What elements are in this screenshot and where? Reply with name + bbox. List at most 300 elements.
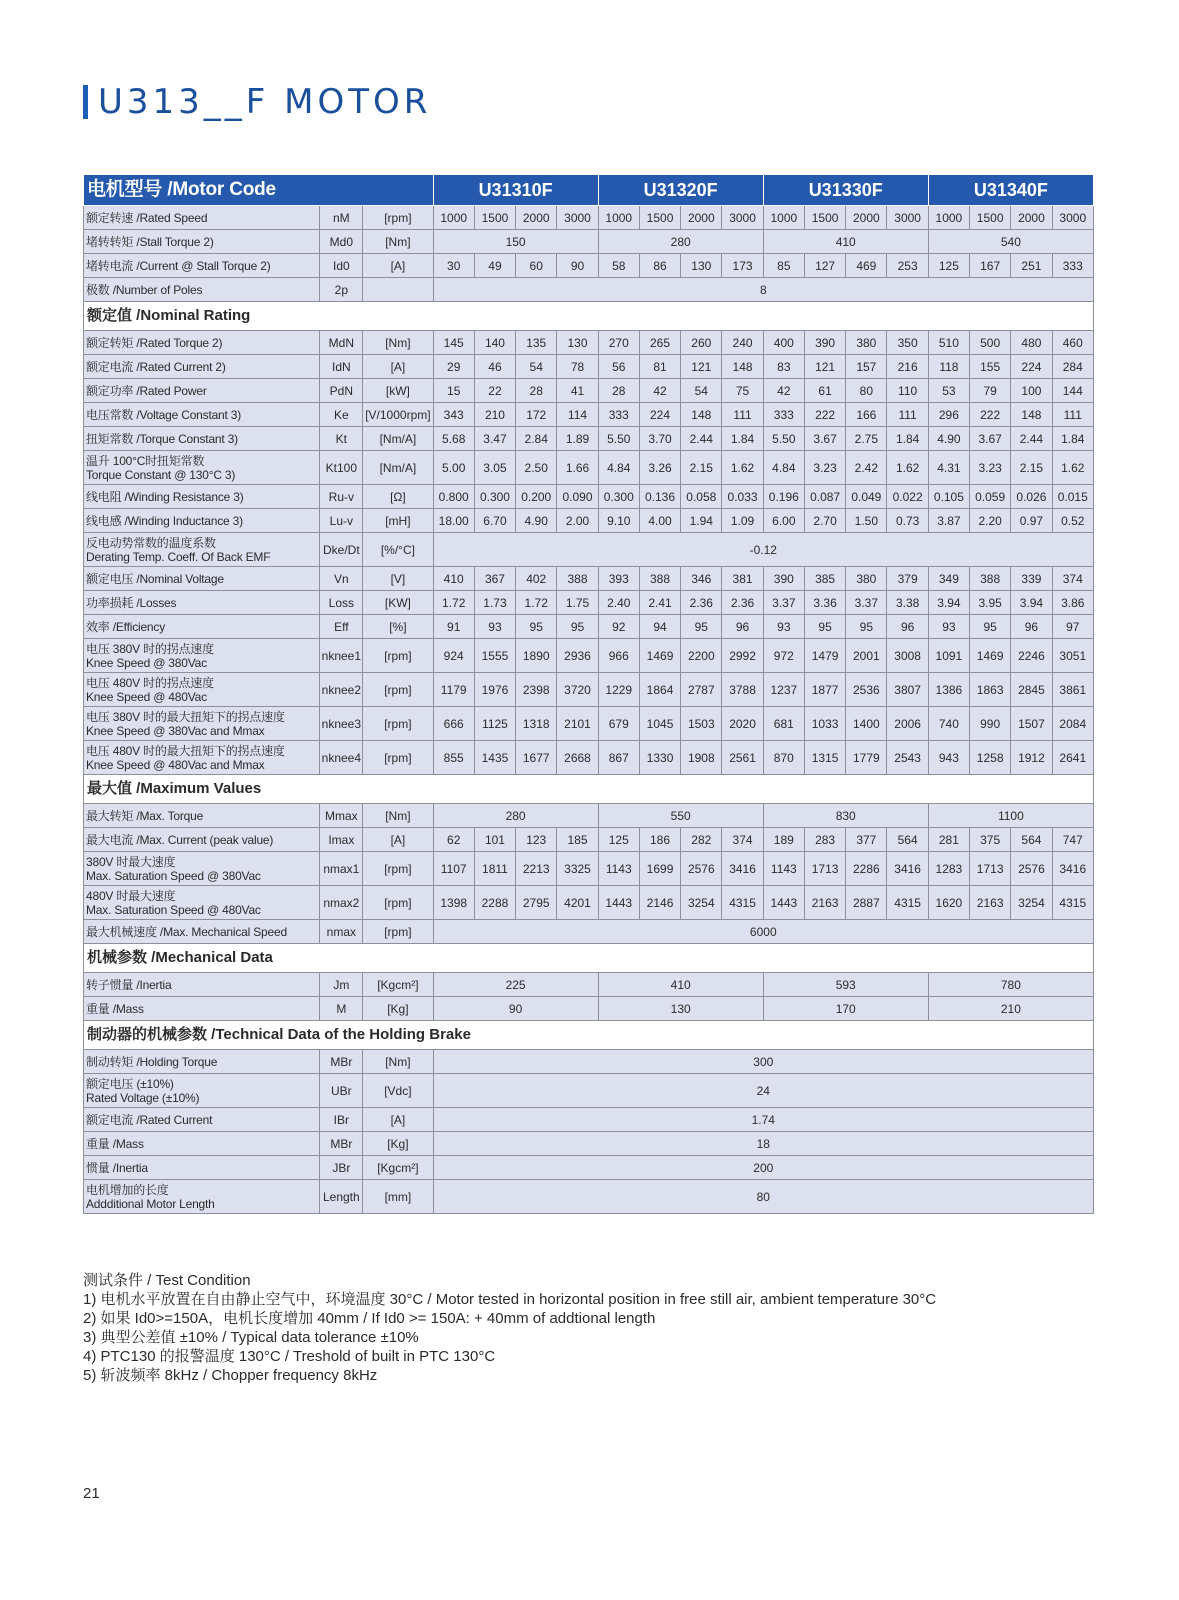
value-cell: 2398 — [516, 673, 557, 707]
value-cell: 460 — [1052, 331, 1093, 355]
value-cell: 2.84 — [516, 427, 557, 451]
param-label — [84, 1156, 320, 1180]
value-cell: 1469 — [639, 639, 680, 673]
param-symbol: Lu-v — [320, 509, 363, 533]
value-cell: 4201 — [557, 886, 598, 920]
param-label — [84, 615, 320, 639]
value-cell: 95 — [557, 615, 598, 639]
value-cell: 3.95 — [970, 591, 1011, 615]
value-cell: 1877 — [804, 673, 845, 707]
param-symbol: Dke/Dt — [320, 533, 363, 567]
value-cell: 2001 — [846, 639, 887, 673]
value-cell: 121 — [681, 355, 722, 379]
model-header: U31320F — [598, 175, 763, 206]
value-cell: 1258 — [970, 741, 1011, 775]
param-label — [84, 886, 320, 920]
value-cell: 123 — [516, 828, 557, 852]
value-cell: 114 — [557, 403, 598, 427]
all-models-value-cell: 18 — [433, 1132, 1093, 1156]
value-cell: 118 — [928, 355, 969, 379]
value-cell: 679 — [598, 707, 639, 741]
value-cell: 1976 — [474, 673, 515, 707]
value-cell: 296 — [928, 403, 969, 427]
param-label-line: Knee Speed @ 380Vac — [86, 655, 207, 670]
all-models-value-cell: 1.74 — [433, 1108, 1093, 1132]
value-cell: 6.00 — [763, 509, 804, 533]
value-cell: 2543 — [887, 741, 928, 775]
value-cell: 3254 — [1011, 886, 1052, 920]
param-label-line: 480V 时最大速度 — [86, 888, 176, 903]
section-row — [84, 302, 1094, 331]
value-cell: 924 — [433, 639, 474, 673]
param-label — [84, 451, 320, 485]
param-label-line: 制动转矩 /Holding Torque — [86, 1054, 218, 1069]
param-label — [84, 591, 320, 615]
value-cell: 1179 — [433, 673, 474, 707]
param-label — [84, 230, 320, 254]
value-cell: 61 — [804, 379, 845, 403]
value-cell: 381 — [722, 567, 763, 591]
group-value-cell: 780 — [928, 973, 1093, 997]
value-cell: 1469 — [970, 639, 1011, 673]
value-cell: 83 — [763, 355, 804, 379]
value-cell: 210 — [474, 403, 515, 427]
value-cell: 1386 — [928, 673, 969, 707]
value-cell: 3.67 — [970, 427, 1011, 451]
value-cell: 29 — [433, 355, 474, 379]
spec-row — [84, 673, 1094, 707]
value-cell: 3008 — [887, 639, 928, 673]
value-cell: 3.26 — [639, 451, 680, 485]
param-symbol: Id0 — [320, 254, 363, 278]
value-cell: 1890 — [516, 639, 557, 673]
param-label-line: 最大转矩 /Max. Torque — [86, 808, 204, 823]
value-cell: 510 — [928, 331, 969, 355]
section-row — [84, 775, 1094, 804]
spec-row — [84, 1180, 1094, 1214]
model-header: U31340F — [928, 175, 1093, 206]
value-cell: 95 — [681, 615, 722, 639]
value-cell: 1000 — [763, 206, 804, 230]
value-cell: 3000 — [1052, 206, 1093, 230]
spec-row — [84, 355, 1094, 379]
param-label — [84, 355, 320, 379]
param-label-line: 额定功率 /Rated Power — [86, 383, 207, 398]
value-cell: 1000 — [433, 206, 474, 230]
spec-row — [84, 920, 1094, 944]
spec-row — [84, 533, 1094, 567]
param-label-line: 线电阻 /Winding Resistance 3) — [86, 489, 244, 504]
test-condition-notes — [83, 1271, 936, 1385]
param-label-line: Derating Temp. Coeff. Of Back EMF — [86, 549, 271, 564]
value-cell: 388 — [970, 567, 1011, 591]
value-cell: 4.00 — [639, 509, 680, 533]
value-cell: 135 — [516, 331, 557, 355]
value-cell: 30 — [433, 254, 474, 278]
param-label — [84, 254, 320, 278]
value-cell: 469 — [846, 254, 887, 278]
all-models-value-cell: 80 — [433, 1180, 1093, 1214]
value-cell: 390 — [763, 567, 804, 591]
value-cell: 2006 — [887, 707, 928, 741]
group-value-cell: 410 — [598, 973, 763, 997]
value-cell: 4.90 — [928, 427, 969, 451]
value-cell: 15 — [433, 379, 474, 403]
value-cell: 2787 — [681, 673, 722, 707]
param-unit: [Nm] — [363, 804, 433, 828]
spec-row — [84, 615, 1094, 639]
param-symbol: IBr — [320, 1108, 363, 1132]
value-cell: 3.05 — [474, 451, 515, 485]
param-symbol: Md0 — [320, 230, 363, 254]
param-label-line: 反电动势常数的温度系数 — [86, 535, 216, 550]
group-value-cell: 225 — [433, 973, 598, 997]
param-unit: [Nm] — [363, 331, 433, 355]
param-label — [84, 567, 320, 591]
all-models-value-cell: 300 — [433, 1050, 1093, 1074]
param-label-line: 电机增加的长度 — [86, 1182, 169, 1197]
value-cell: 224 — [1011, 355, 1052, 379]
value-cell: 867 — [598, 741, 639, 775]
param-label-line: 扭矩常数 /Torque Constant 3) — [86, 431, 238, 446]
value-cell: 130 — [681, 254, 722, 278]
motor-spec-table — [83, 174, 1094, 1214]
param-label-line: Knee Speed @ 380Vac and Mmax — [86, 723, 265, 738]
value-cell: 2213 — [516, 852, 557, 886]
value-cell: 111 — [887, 403, 928, 427]
spec-row — [84, 485, 1094, 509]
value-cell: 855 — [433, 741, 474, 775]
value-cell: 3.37 — [846, 591, 887, 615]
value-cell: 1.84 — [722, 427, 763, 451]
value-cell: 3.67 — [804, 427, 845, 451]
value-cell: 172 — [516, 403, 557, 427]
param-label — [84, 1074, 320, 1108]
value-cell: 1000 — [598, 206, 639, 230]
value-cell: 251 — [1011, 254, 1052, 278]
value-cell: 4.31 — [928, 451, 969, 485]
value-cell: 747 — [1052, 828, 1093, 852]
value-cell: 3254 — [681, 886, 722, 920]
value-cell: 1237 — [763, 673, 804, 707]
value-cell: 2200 — [681, 639, 722, 673]
value-cell: 2.70 — [804, 509, 845, 533]
section-row — [84, 944, 1094, 973]
param-label — [84, 673, 320, 707]
value-cell: 54 — [681, 379, 722, 403]
value-cell: 96 — [722, 615, 763, 639]
value-cell: 374 — [722, 828, 763, 852]
param-unit: [V/1000rpm] — [363, 403, 433, 427]
value-cell: 3416 — [722, 852, 763, 886]
value-cell: 377 — [846, 828, 887, 852]
value-cell: 564 — [887, 828, 928, 852]
value-cell: 97 — [1052, 615, 1093, 639]
value-cell: 339 — [1011, 567, 1052, 591]
value-cell: 2.44 — [1011, 427, 1052, 451]
value-cell: 49 — [474, 254, 515, 278]
param-label-line: 温升 100°C时扭矩常数 — [86, 453, 205, 468]
value-cell: 93 — [928, 615, 969, 639]
value-cell: 2.20 — [970, 509, 1011, 533]
value-cell: 91 — [433, 615, 474, 639]
value-cell: 0.058 — [681, 485, 722, 509]
param-label — [84, 427, 320, 451]
group-value-cell: 90 — [433, 997, 598, 1021]
param-symbol: UBr — [320, 1074, 363, 1108]
param-unit: [V] — [363, 567, 433, 591]
param-symbol: MdN — [320, 331, 363, 355]
value-cell: 388 — [557, 567, 598, 591]
value-cell: 3.37 — [763, 591, 804, 615]
value-cell: 2.50 — [516, 451, 557, 485]
param-unit: [Kg] — [363, 1132, 433, 1156]
param-label-line: 效率 /Efficiency — [86, 619, 166, 634]
value-cell: 3.94 — [1011, 591, 1052, 615]
param-label — [84, 485, 320, 509]
value-cell: 110 — [887, 379, 928, 403]
value-cell: 380 — [846, 567, 887, 591]
value-cell: 1500 — [970, 206, 1011, 230]
section-title: 机械参数 /Mechanical Data — [84, 944, 1094, 973]
value-cell: 1.84 — [1052, 427, 1093, 451]
value-cell: 2576 — [1011, 852, 1052, 886]
value-cell: 3416 — [887, 852, 928, 886]
param-symbol: MBr — [320, 1050, 363, 1074]
value-cell: 1143 — [763, 852, 804, 886]
value-cell: 1713 — [970, 852, 1011, 886]
value-cell: 125 — [598, 828, 639, 852]
value-cell: 346 — [681, 567, 722, 591]
value-cell: 2101 — [557, 707, 598, 741]
value-cell: 1.84 — [887, 427, 928, 451]
value-cell: 41 — [557, 379, 598, 403]
value-cell: 564 — [1011, 828, 1052, 852]
value-cell: 6.70 — [474, 509, 515, 533]
value-cell: 4.90 — [516, 509, 557, 533]
spec-row — [84, 1050, 1094, 1074]
value-cell: 94 — [639, 615, 680, 639]
param-label — [84, 331, 320, 355]
value-cell: 870 — [763, 741, 804, 775]
value-cell: 5.50 — [598, 427, 639, 451]
value-cell: 343 — [433, 403, 474, 427]
value-cell: 1.09 — [722, 509, 763, 533]
page-title-block — [83, 82, 431, 122]
param-label — [84, 804, 320, 828]
param-label-line: 额定转矩 /Rated Torque 2) — [86, 335, 223, 350]
value-cell: 167 — [970, 254, 1011, 278]
value-cell: 2286 — [846, 852, 887, 886]
value-cell: 3416 — [1052, 852, 1093, 886]
value-cell: 2.15 — [1011, 451, 1052, 485]
value-cell: 111 — [1052, 403, 1093, 427]
value-cell: 1.89 — [557, 427, 598, 451]
notes-heading: 测试条件 / Test Condition — [83, 1272, 251, 1289]
spec-row — [84, 509, 1094, 533]
value-cell: 111 — [722, 403, 763, 427]
value-cell: 2163 — [804, 886, 845, 920]
spec-row — [84, 379, 1094, 403]
value-cell: 1503 — [681, 707, 722, 741]
value-cell: 0.105 — [928, 485, 969, 509]
param-symbol: Loss — [320, 591, 363, 615]
value-cell: 350 — [887, 331, 928, 355]
spec-row — [84, 230, 1094, 254]
spec-row — [84, 997, 1094, 1021]
value-cell: 284 — [1052, 355, 1093, 379]
value-cell: 2146 — [639, 886, 680, 920]
value-cell: 1107 — [433, 852, 474, 886]
value-cell: 2.42 — [846, 451, 887, 485]
param-label — [84, 1050, 320, 1074]
param-symbol: nmax1 — [320, 852, 363, 886]
param-symbol: Jm — [320, 973, 363, 997]
param-symbol: Ru-v — [320, 485, 363, 509]
value-cell: 224 — [639, 403, 680, 427]
param-label — [84, 828, 320, 852]
value-cell: 95 — [804, 615, 845, 639]
value-cell: 2536 — [846, 673, 887, 707]
value-cell: 740 — [928, 707, 969, 741]
value-cell: 1318 — [516, 707, 557, 741]
value-cell: 2288 — [474, 886, 515, 920]
param-unit: [KW] — [363, 591, 433, 615]
value-cell: 0.090 — [557, 485, 598, 509]
value-cell: 410 — [433, 567, 474, 591]
value-cell: 0.300 — [598, 485, 639, 509]
value-cell: 22 — [474, 379, 515, 403]
note-line: 4) PTC130 的报警温度 130°C / Treshold of built in PTC 130°C — [83, 1348, 496, 1365]
value-cell: 155 — [970, 355, 1011, 379]
param-label — [84, 973, 320, 997]
value-cell: 86 — [639, 254, 680, 278]
value-cell: 78 — [557, 355, 598, 379]
value-cell: 388 — [639, 567, 680, 591]
param-unit: [A] — [363, 254, 433, 278]
value-cell: 2668 — [557, 741, 598, 775]
spec-row — [84, 591, 1094, 615]
value-cell: 93 — [763, 615, 804, 639]
value-cell: 28 — [516, 379, 557, 403]
param-label — [84, 278, 320, 302]
title-accent-bar — [83, 85, 88, 119]
group-value-cell: 540 — [928, 230, 1093, 254]
param-symbol: nknee1 — [320, 639, 363, 673]
group-value-cell: 150 — [433, 230, 598, 254]
value-cell: 0.136 — [639, 485, 680, 509]
param-label — [84, 1108, 320, 1132]
value-cell: 1.62 — [1052, 451, 1093, 485]
param-unit: [Ω] — [363, 485, 433, 509]
section-title: 额定值 /Nominal Rating — [84, 302, 1094, 331]
model-header: U31330F — [763, 175, 928, 206]
spec-row — [84, 1108, 1094, 1132]
group-value-cell: 550 — [598, 804, 763, 828]
value-cell: 1555 — [474, 639, 515, 673]
value-cell: 2000 — [681, 206, 722, 230]
value-cell: 1143 — [598, 852, 639, 886]
value-cell: 3788 — [722, 673, 763, 707]
value-cell: 46 — [474, 355, 515, 379]
value-cell: 3.70 — [639, 427, 680, 451]
value-cell: 0.022 — [887, 485, 928, 509]
spec-row — [84, 886, 1094, 920]
value-cell: 144 — [1052, 379, 1093, 403]
spec-row — [84, 254, 1094, 278]
param-label-line: 功率损耗 /Losses — [86, 595, 177, 610]
value-cell: 390 — [804, 331, 845, 355]
all-models-value-cell: -0.12 — [433, 533, 1093, 567]
spec-row — [84, 707, 1094, 741]
param-unit: [Kgcm²] — [363, 973, 433, 997]
value-cell: 42 — [763, 379, 804, 403]
value-cell: 1443 — [598, 886, 639, 920]
value-cell: 2887 — [846, 886, 887, 920]
param-unit: [rpm] — [363, 852, 433, 886]
param-unit: [Vdc] — [363, 1074, 433, 1108]
value-cell: 80 — [846, 379, 887, 403]
value-cell: 1699 — [639, 852, 680, 886]
value-cell: 42 — [639, 379, 680, 403]
param-label — [84, 1180, 320, 1214]
param-symbol: Imax — [320, 828, 363, 852]
param-symbol: nM — [320, 206, 363, 230]
value-cell: 130 — [557, 331, 598, 355]
value-cell: 5.00 — [433, 451, 474, 485]
param-label-line: Addditional Motor Length — [86, 1196, 215, 1211]
value-cell: 3000 — [722, 206, 763, 230]
param-label-line: Max. Saturation Speed @ 480Vac — [86, 902, 261, 917]
value-cell: 4.84 — [763, 451, 804, 485]
value-cell: 2936 — [557, 639, 598, 673]
param-unit: [Nm/A] — [363, 451, 433, 485]
value-cell: 1.72 — [433, 591, 474, 615]
note-line: 1) 电机水平放置在自由静止空气中，环境温度 30°C / Motor tested in horizontal position in free still air, ambient temperature 30°C — [83, 1291, 937, 1308]
param-unit: [Nm] — [363, 230, 433, 254]
param-label — [84, 707, 320, 741]
spec-row — [84, 973, 1094, 997]
value-cell: 1500 — [639, 206, 680, 230]
value-cell: 121 — [804, 355, 845, 379]
value-cell: 18.00 — [433, 509, 474, 533]
value-cell: 2.75 — [846, 427, 887, 451]
value-cell: 222 — [970, 403, 1011, 427]
value-cell: 2576 — [681, 852, 722, 886]
param-label-line: 最大电流 /Max. Current (peak value) — [86, 832, 274, 847]
value-cell: 2.36 — [681, 591, 722, 615]
all-models-value-cell: 200 — [433, 1156, 1093, 1180]
param-label-line: 电压 480V 时的拐点速度 — [86, 675, 214, 690]
value-cell: 1.72 — [516, 591, 557, 615]
param-label — [84, 997, 320, 1021]
value-cell: 189 — [763, 828, 804, 852]
value-cell: 145 — [433, 331, 474, 355]
spec-row — [84, 427, 1094, 451]
value-cell: 1125 — [474, 707, 515, 741]
value-cell: 125 — [928, 254, 969, 278]
value-cell: 333 — [763, 403, 804, 427]
value-cell: 260 — [681, 331, 722, 355]
value-cell: 90 — [557, 254, 598, 278]
param-unit: [A] — [363, 828, 433, 852]
value-cell: 85 — [763, 254, 804, 278]
param-label-line: 堵转电流 /Current @ Stall Torque 2) — [86, 258, 271, 273]
group-value-cell: 280 — [598, 230, 763, 254]
param-label-line: 380V 时最大速度 — [86, 854, 176, 869]
spec-row — [84, 1156, 1094, 1180]
value-cell: 140 — [474, 331, 515, 355]
